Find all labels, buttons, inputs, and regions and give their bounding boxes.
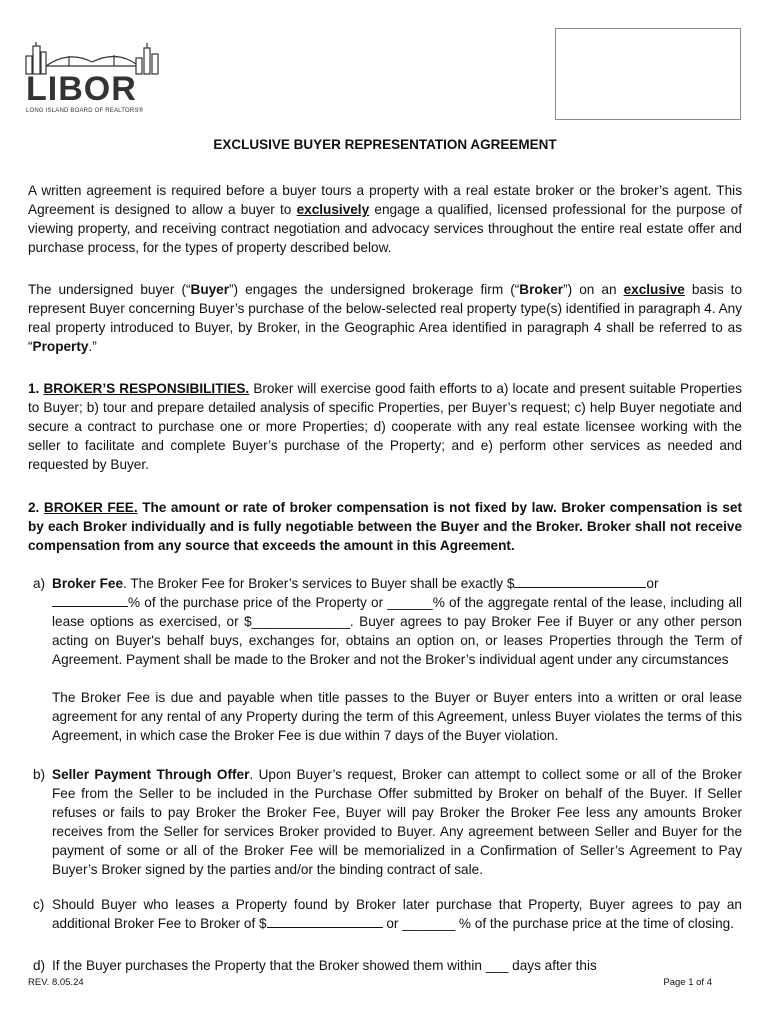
fee-percent-blank[interactable] xyxy=(52,594,128,607)
revision-label: REV. 8.05.24 xyxy=(28,977,84,988)
section-brokers-responsibilities: 1. BROKER’S RESPONSIBILITIES. Broker will exercise good faith efforts to a) locate and present suitable Properties to Buyer; b) tour and prepare detailed analysis of specific Properties, per Buyer’s request; c) help Buyer negotiate and secure a contract to purchase one or more Properties; d) cooperate with any real estate licensee working with the seller to facilitate and complete Buyer’s purchase of the Property; and e) perform other services as needed and requested by Buyer. xyxy=(28,381,743,472)
page-number: Page 1 of 4 xyxy=(663,977,712,988)
logo-tagline: LONG ISLAND BOARD OF REALTORS® xyxy=(26,108,144,114)
logo-wordmark: LIBOR xyxy=(26,70,137,108)
section-broker-fee: 2. BROKER FEE. The amount or rate of broker compensation is not fixed by law. Broker compensation is set by each Broker individually and is fully negotiable between the Buyer and the Broker. Broker shall not receive compensation from any source that exceeds the amount in this Agreement. xyxy=(28,500,743,553)
engagement-paragraph: The undersigned buyer (“Buyer”) engages the undersigned brokerage firm (“Broker”) on an exclusive basis to represent Buyer concerning Buyer’s purchase of the below-selected real property type(s) identified in paragraph 4. Any real property introduced to Buyer, by Broker, in the Geographic Area identified in paragraph 4 shall be referred to as “Property.” xyxy=(28,282,743,354)
additional-fee-blank[interactable] xyxy=(267,915,383,928)
item-d-purchase-window: d) If the Buyer purchases the Property that the Broker showed them within ___ days after this xyxy=(33,958,597,973)
item-a-broker-fee: a) Broker Fee. The Broker Fee for Broker’s services to Buyer shall be exactly $ or % of the purchase price of the Property or ______% of the aggregate rental of the lease, including all lease options as exercised, or $_____________. Buyer agrees to pay Broker Fee if Buyer or any other person acting on Buyer's behalf buys, exchanges for, obtains an option on, or leases Properties through the Term of Agreement. Payment shall be made to the Broker and not the Broker’s individual agent under any circumstances xyxy=(33,576,742,667)
libor-logo xyxy=(24,40,169,120)
fee-amount-blank[interactable] xyxy=(514,575,646,588)
intro-paragraph: A written agreement is required before a buyer tours a property with a real estate broker or the broker’s agent. This Agreement is designed to allow a buyer to exclusively engage a qualified, licensed professional for the purpose of viewing property, and receiving contract negotiation and advocacy services throughout the entire real estate offer and purchase process, for the types of property described below. xyxy=(28,183,742,255)
item-b-seller-payment: b) Seller Payment Through Offer. Upon Buyer’s request, Broker can attempt to collect some or all of the Broker Fee from the Seller to be included in the Purchase Offer submitted by Broker on behalf of the Buyer. If Seller refuses or fails to pay Broker the Broker Fee, Buyer will pay Broker the Broker Fee less any amounts Broker receives from the Seller for services Broker provided to Buyer. Any agreement between Seller and Buyer for the payment of some or all of the Broker Fee will be memorialized in a Confirmation of Seller’s Agreement to Pay Buyer’s Broker signed by the parties and/or the binding contract of sale. xyxy=(33,767,742,877)
item-c-lease-purchase: c) Should Buyer who leases a Property found by Broker later purchase that Property, Buyer agrees to pay an additional Broker Fee to Broker of $ or _______ % of the purchase price at the time of closing. xyxy=(33,897,742,931)
item-a-payment-terms: The Broker Fee is due and payable when title passes to the Buyer or Buyer enters into a written or oral lease agreement for any rental of any Property during the term of this Agreement, unless Buyer violates the terms of this Agreement, in which case the Broker Fee is due within 7 days of the Buyer violation. xyxy=(52,690,742,743)
stamp-box xyxy=(555,28,741,120)
page-title: EXCLUSIVE BUYER REPRESENTATION AGREEMENT xyxy=(213,137,557,152)
